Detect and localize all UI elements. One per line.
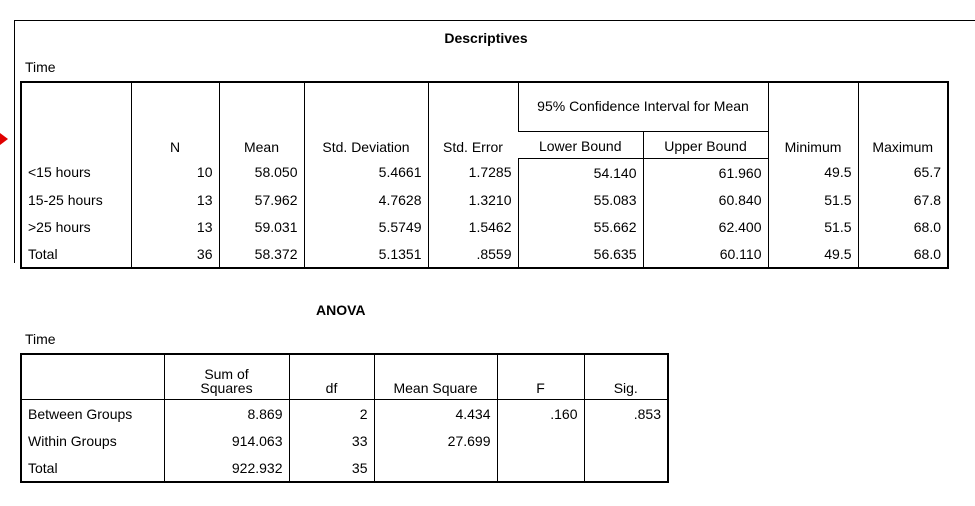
col-header-mean: Mean [219,82,304,159]
row-label: Total [21,454,164,482]
cell-std-error: 1.7285 [428,159,518,187]
cell-mean-square: 27.699 [374,427,497,454]
col-header-sum-of-squares [164,354,289,400]
cell-n: 13 [131,186,219,213]
col-header-upper-bound: Upper Bound [643,132,768,159]
row-label: <15 hours [21,159,131,187]
col-header-df: df [289,354,374,400]
cell-mean: 58.372 [219,240,304,268]
table-row [21,400,668,428]
col-header-std-error: Std. Error [428,82,518,159]
cell-lower-bound: 55.083 [518,186,643,213]
cell-f [497,454,584,482]
cell-sum-of-squares: 922.932 [164,454,289,482]
col-header-sig: Sig. [584,354,668,400]
cell-n: 10 [131,159,219,187]
cell-sum-of-squares: 8.869 [164,400,289,428]
cell-df: 35 [289,454,374,482]
col-header-mean-square: Mean Square [374,354,497,400]
cell-mean-square [374,454,497,482]
cell-mean: 59.031 [219,213,304,240]
cell-lower-bound: 55.662 [518,213,643,240]
col-header-n: N [131,82,219,159]
cell-df: 2 [289,400,374,428]
corner-cell [21,82,131,159]
cell-std-error: .8559 [428,240,518,268]
cell-upper-bound: 62.400 [643,213,768,240]
cell-f: .160 [497,400,584,428]
row-label: 15-25 hours [21,186,131,213]
cell-minimum: 49.5 [768,240,858,268]
cell-lower-bound: 54.140 [518,159,643,187]
descriptives-table [20,81,949,269]
cell-n: 36 [131,240,219,268]
sum-of-squares-label: Sum of Squares [200,366,253,396]
row-label: >25 hours [21,213,131,240]
corner-cell [21,354,164,400]
cell-std-error: 1.3210 [428,186,518,213]
table-row [21,159,948,187]
cell-std-error: 1.5462 [428,213,518,240]
row-label: Between Groups [21,400,164,428]
table-row [21,427,668,454]
row-label: Within Groups [21,427,164,454]
cell-maximum: 68.0 [858,213,948,240]
cell-maximum: 68.0 [858,240,948,268]
table-row [21,240,948,268]
descriptives-variable-label: Time [25,59,56,75]
cell-sig [584,427,668,454]
col-header-std-deviation: Std. Deviation [304,82,428,159]
cell-minimum: 51.5 [768,186,858,213]
cell-mean-square: 4.434 [374,400,497,428]
table-row [21,213,948,240]
anova-variable-label: Time [25,331,56,347]
cell-std-deviation: 5.4661 [304,159,428,187]
col-header-maximum: Maximum [858,82,948,159]
cell-minimum: 49.5 [768,159,858,187]
row-marker-icon [0,133,8,145]
cell-sig: .853 [584,400,668,428]
cell-f [497,427,584,454]
cell-sum-of-squares: 914.063 [164,427,289,454]
cell-upper-bound: 61.960 [643,159,768,187]
col-header-lower-bound: Lower Bound [518,132,643,159]
cell-std-deviation: 4.7628 [304,186,428,213]
col-header-confidence-interval: 95% Confidence Interval for Mean [518,82,768,132]
cell-std-deviation: 5.5749 [304,213,428,240]
cell-mean: 58.050 [219,159,304,187]
anova-table [20,353,669,483]
cell-df: 33 [289,427,374,454]
cell-upper-bound: 60.110 [643,240,768,268]
row-label: Total [21,240,131,268]
cell-mean: 57.962 [219,186,304,213]
cell-maximum: 67.8 [858,186,948,213]
anova-title: ANOVA [316,302,366,318]
cell-minimum: 51.5 [768,213,858,240]
cell-upper-bound: 60.840 [643,186,768,213]
cell-sig [584,454,668,482]
cell-n: 13 [131,213,219,240]
cell-lower-bound: 56.635 [518,240,643,268]
table-row [21,186,948,213]
col-header-minimum: Minimum [768,82,858,159]
table-row [21,454,668,482]
cell-std-deviation: 5.1351 [304,240,428,268]
descriptives-title: Descriptives [444,30,528,46]
col-header-f: F [497,354,584,400]
cell-maximum: 65.7 [858,159,948,187]
